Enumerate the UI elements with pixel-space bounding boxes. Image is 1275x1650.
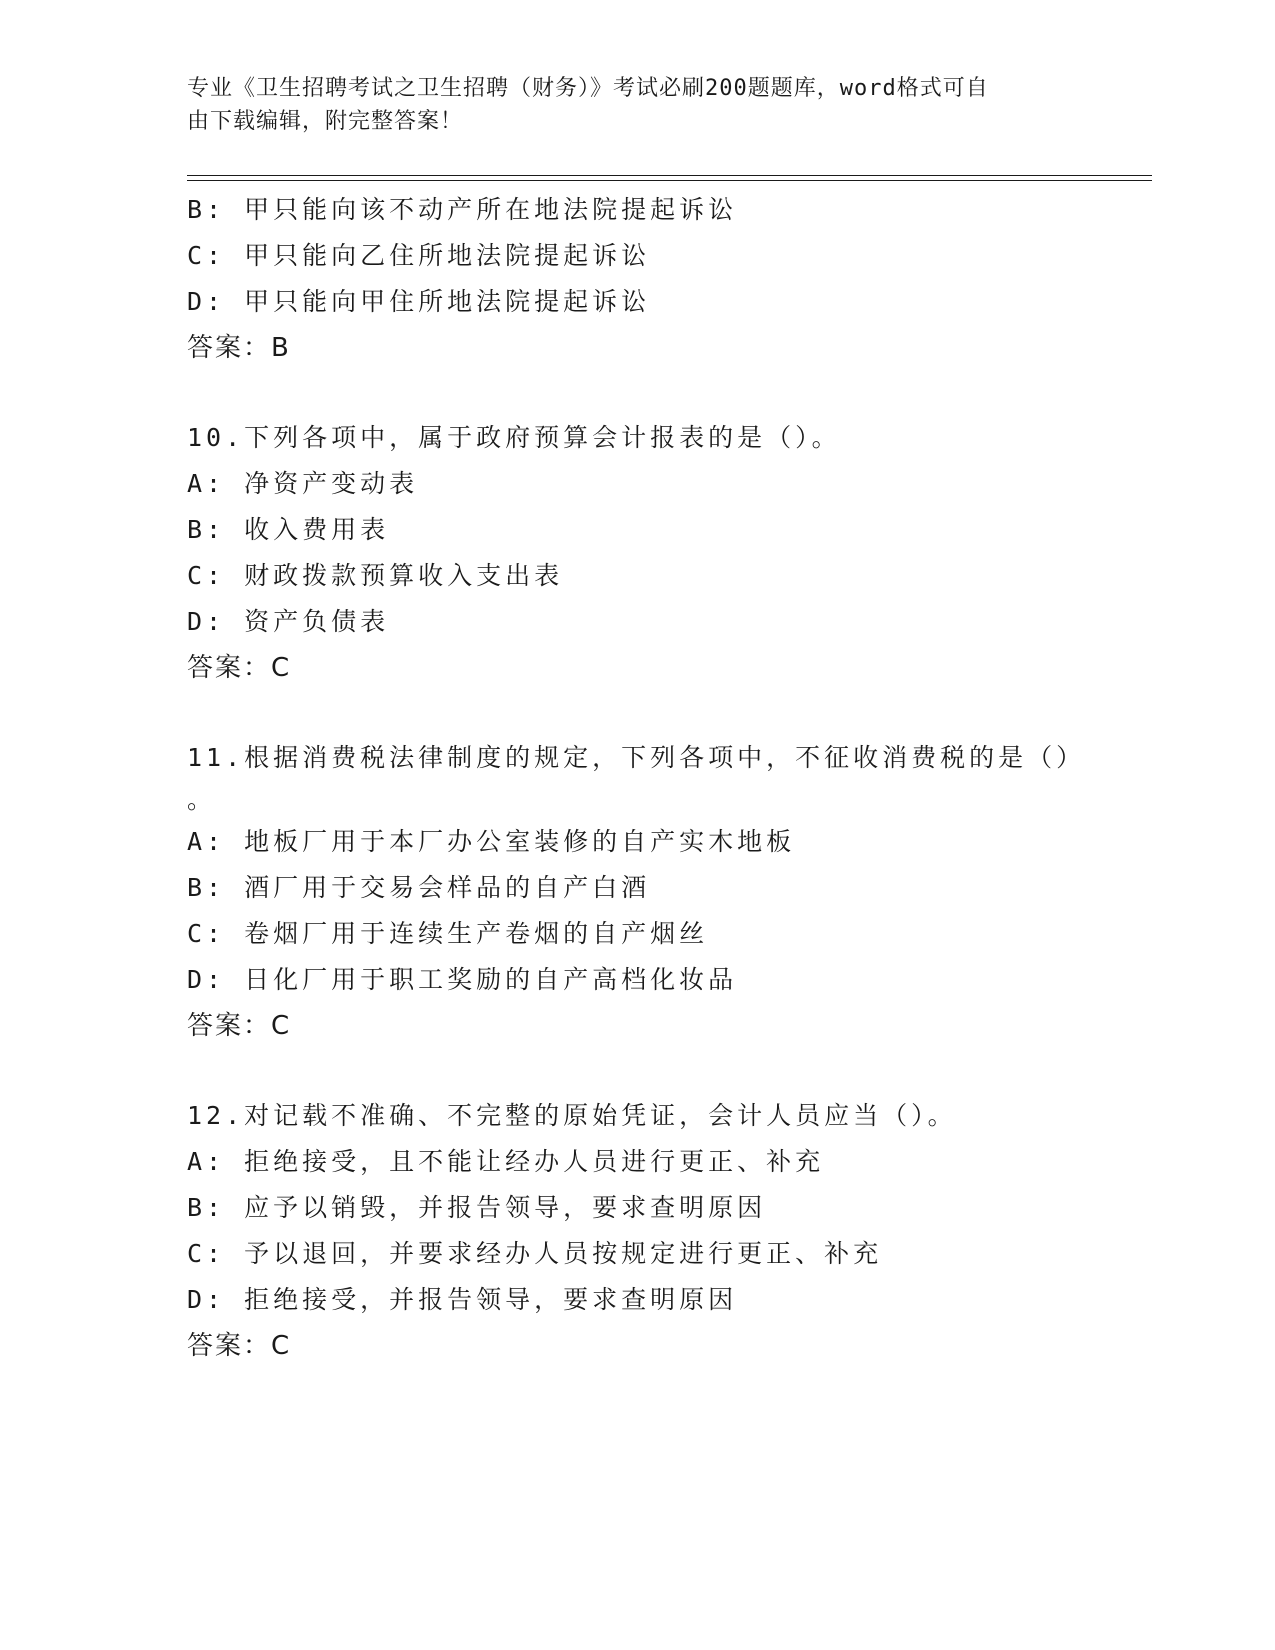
question-stem: 11.根据消费税法律制度的规定，下列各项中，不征收消费税的是（） <box>187 743 1086 772</box>
question-stem: 12.对记载不准确、不完整的原始凭证，会计人员应当（）。 <box>187 1101 957 1130</box>
header-divider-top <box>187 175 1152 176</box>
answer: 答案：C <box>187 1011 292 1041</box>
option-c: C: 予以退回，并要求经办人员按规定进行更正、补充 <box>187 1239 883 1268</box>
option-b: B: 收入费用表 <box>187 515 390 544</box>
header-divider-bottom <box>187 180 1152 181</box>
option-a: A: 拒绝接受，且不能让经办人员进行更正、补充 <box>187 1147 825 1176</box>
question-10 <box>187 415 1087 691</box>
question-11 <box>187 735 1087 1049</box>
answer: 答案：B <box>187 333 291 363</box>
answer: 答案：C <box>187 1331 292 1361</box>
option-c: C: 卷烟厂用于连续生产卷烟的自产烟丝 <box>187 919 709 948</box>
header-line-2: 由下载编辑，附完整答案！ <box>187 109 464 134</box>
question-list <box>187 187 1087 1369</box>
option-c: C: 财政拨款预算收入支出表 <box>187 561 564 590</box>
option-b: B: 应予以销毁，并报告领导，要求查明原因 <box>187 1193 767 1222</box>
option-a: A: 地板厂用于本厂办公室装修的自产实木地板 <box>187 827 796 856</box>
option-d: D: 拒绝接受，并报告领导，要求查明原因 <box>187 1285 738 1314</box>
header-line-1: 专业《卫生招聘考试之卫生招聘（财务）》考试必刷200题题库，word格式可自 <box>187 76 989 101</box>
question-stem-continuation: 。 <box>187 785 217 814</box>
option-d: D: 日化厂用于职工奖励的自产高档化妆品 <box>187 965 738 994</box>
question-12 <box>187 1093 1087 1369</box>
option-b: B: 甲只能向该不动产所在地法院提起诉讼 <box>187 195 738 224</box>
answer: 答案：C <box>187 653 292 683</box>
option-d: D: 资产负债表 <box>187 607 390 636</box>
option-d: D: 甲只能向甲住所地法院提起诉讼 <box>187 287 651 316</box>
option-b: B: 酒厂用于交易会样品的自产白酒 <box>187 873 651 902</box>
option-a: A: 净资产变动表 <box>187 469 419 498</box>
option-c: C: 甲只能向乙住所地法院提起诉讼 <box>187 241 651 270</box>
question-9-tail <box>187 187 1087 371</box>
question-stem: 10.下列各项中，属于政府预算会计报表的是（）。 <box>187 423 841 452</box>
document-header <box>187 72 1067 138</box>
